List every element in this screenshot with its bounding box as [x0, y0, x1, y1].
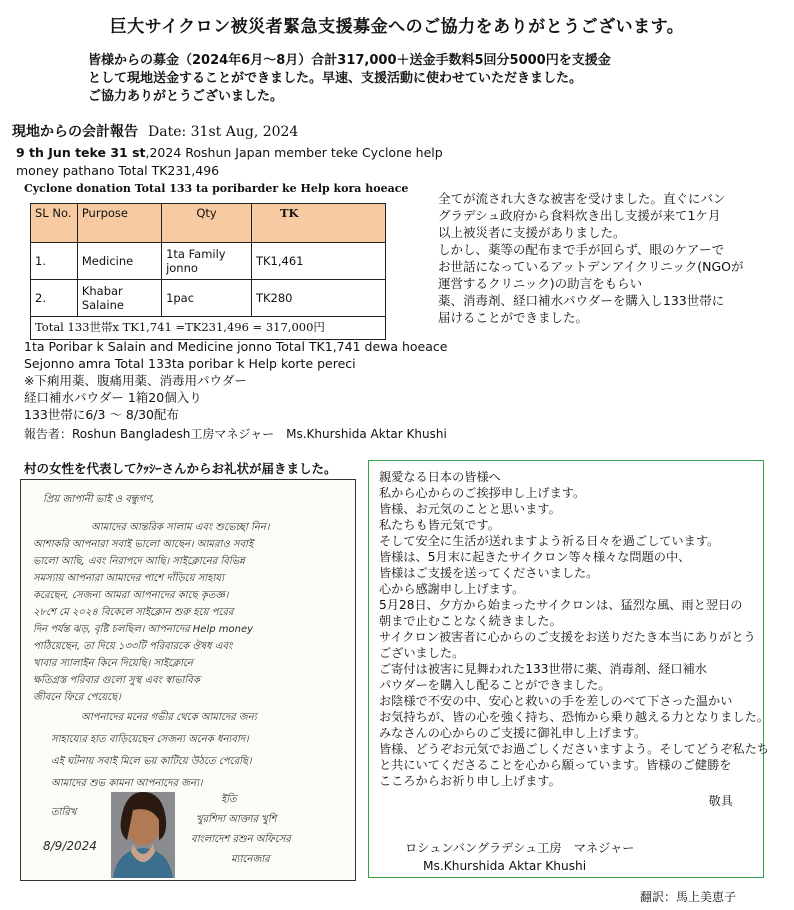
table-header-row: [31, 204, 386, 243]
note-line: ※下痢用薬、腹痛用薬、消毒用パウダー: [24, 373, 247, 388]
letter-body-line: আমাদের আন্তরিক সালাম এবং শুভেচ্ছা নিন।: [91, 522, 270, 533]
letter-body-line: এই ঘটনায় সবাই মিলে ভয় কাটিয়ে উঠতে পেরেছি।: [51, 756, 252, 767]
khushi-photo: [111, 792, 175, 878]
letter-body-line: দিন পর্যন্ত ঝড়, বৃষ্টি চলছিল। আপনাদের Help money: [33, 624, 254, 635]
report-period: 9 th Jun teke 31 st: [16, 145, 146, 160]
translation-line: と共にいてくださることを心から願っています。皆様のご健勝を: [379, 758, 732, 772]
paragraph-line: 以上被災者に支援がありました。: [438, 225, 626, 240]
translation-line: 5月28日、夕方から始まったサイクロンは、猛烈な風、雨と翌日の: [379, 598, 743, 612]
letter-body-line: পাঠিয়েছেন, তা দিয়ে ১৩৩টি পরিবারকে ঔষধ এবং: [33, 641, 233, 652]
signature-title: ロシュンバングラデシュ工房 マネジャー: [405, 841, 635, 855]
header-qty: Qty: [162, 204, 252, 243]
translation-line: そして安全に生活が送れますよう祈る日々を過ごしています。: [379, 534, 720, 548]
header-purpose: Purpose: [77, 204, 161, 243]
intro-line: 皆様からの募金（2024年6月～8月）合計317,000＋送金手数料5回分5000円を支援金: [88, 53, 611, 68]
handwritten-letter-image: [20, 479, 356, 881]
translation-line: パウダーを購入し配ることができました。: [379, 678, 611, 692]
table-row: [31, 280, 386, 317]
letter-body-line: ভালো আছি, এবং নিরাপদে আছি। সাইক্লোনের বিভিন্ন: [33, 556, 245, 567]
report-date: Date: 31st Aug, 2024: [148, 124, 299, 140]
paragraph-line: 全てが流され大きな被害を受けました。直ぐにバン: [438, 191, 726, 206]
paragraph-line: 運営するクリニック)の助言をもらい: [438, 276, 643, 291]
report-heading-label: 現地からの会計報告: [12, 124, 138, 140]
translation-line: お陰様で不安の中、安心と救いの手を差しのべて下さった温かい: [379, 694, 733, 708]
header-sl: SL No.: [31, 204, 78, 243]
cell-qty: 1ta Family jonno: [162, 243, 252, 280]
letter-caption: 村の女性を代表してｸｯｼｰさんからお礼状が届きました。: [24, 461, 337, 476]
table-total-row: [31, 317, 386, 340]
translation-signature: [379, 839, 755, 875]
paragraph-line: お世話になっているアットデンアイクリニック(NGOが: [438, 259, 744, 274]
translation-line: 心から感謝申し上げます。: [379, 582, 525, 596]
report-total-sent: money pathano Total TK231,496: [16, 163, 220, 178]
translation-body: [379, 469, 769, 789]
translation-line: 皆様は、5月末に起きたサイクロン等々様々な問題の中、: [379, 550, 691, 564]
letter-body-line: ২৮শে মে ২০২৪ বিকেলে সাইক্লোন শুরু হয়ে পরের: [33, 607, 234, 618]
translation-closing: 敬具: [708, 794, 733, 808]
distribution-notes: [24, 338, 447, 443]
cell-qty: 1pac: [162, 280, 252, 317]
letter-body-line: করেছেন, সেজন্য আমরা আপনাদের কাছে কৃতজ্ঞ।: [33, 590, 229, 601]
note-line: 133世帯に6/3 ～ 8/30配布: [24, 407, 179, 422]
cell-tk: TK280: [251, 280, 385, 317]
intro-paragraph: [88, 52, 708, 106]
report-summary-rest: ,2024 Roshun Japan member teke Cyclone help: [145, 145, 443, 160]
cell-purpose: Khabar Salaine: [77, 280, 161, 317]
letter-signoff: ইতি: [221, 794, 237, 805]
cell-sl: 1.: [31, 243, 78, 280]
letter-signer: খুরশিদা আক্তার খুশি: [196, 814, 277, 825]
cell-tk: TK1,461: [251, 243, 385, 280]
table-total: Total 133世帯x TK1,741 =TK231,496 = 317,000円: [31, 317, 386, 340]
table-caption: Cyclone donation Total 133 ta poribarder ke Help kora hoeace: [24, 182, 409, 195]
table-row: [31, 243, 386, 280]
translation-line: ございました。: [379, 646, 465, 660]
letter-date-label: তারিখ: [51, 807, 77, 818]
translation-line: お気持ちが、皆の心を強く持ち、恐怖から乗り越える力となりました。: [379, 710, 769, 724]
cell-purpose: Medicine: [77, 243, 161, 280]
translation-line: こころからお祈り申し上げます。: [379, 774, 561, 788]
note-line: 経口補水パウダー 1箱20個入り: [24, 390, 202, 405]
letter-body-line: খাবার স্যালাইন কিনে দিয়েছি। সাইক্লোনে: [33, 658, 193, 669]
page-title: 巨大サイクロン被災者緊急支援募金へのご協力をありがとうございます。: [109, 17, 685, 37]
letter-body-line: জীবনে ফিরে পেয়েছে।: [33, 692, 121, 703]
translation-line: 皆様はご支援を送ってくださいました。: [379, 566, 599, 580]
letter-greeting: প্রিয় জাপানী ভাই ও বন্ধুগণ,: [43, 494, 155, 505]
header-tk: TK: [251, 204, 385, 243]
letter-body-line: আপনাদের মনের গভীর থেকে আমাদের জন্য: [81, 712, 257, 723]
letter-body-line: সাহায্যের হাত বাড়িয়েছেন সেজন্য অনেক ধন্যবাদ।: [51, 734, 249, 745]
accounting-table: [30, 203, 386, 340]
intro-line: ご協力ありがとうございました。: [88, 89, 284, 104]
translation-line: みなさんの心からのご支援に御礼申し上げます。: [379, 726, 647, 740]
translation-line: 私から心からのご挨拶申し上げます。: [379, 486, 586, 500]
cell-sl: 2.: [31, 280, 78, 317]
situation-paragraph: [438, 190, 788, 326]
signature-name: Ms.Khurshida Aktar Khushi: [423, 859, 587, 873]
intro-line: として現地送金することができました。早速、支援活動に使わせていただきました。: [88, 71, 583, 86]
letter-body-line: আশাকরি আপনারা সবাই ভালো আছেন। আমরাও সবাই: [33, 539, 254, 550]
translation-line: ご寄付は被害に見舞われた133世帯に薬、消毒剤、経口補水: [379, 662, 707, 676]
paragraph-line: 届けることができました。: [438, 310, 589, 325]
paragraph-line: 薬、消毒剤、経口補水パウダーを購入し133世帯に: [438, 293, 725, 308]
note-line: Sejonno amra Total 133ta poribar k Help korte pereci: [24, 356, 356, 371]
translation-line: 親愛なる日本の皆様へ: [379, 470, 501, 484]
translation-line: 私たちも皆元気です。: [379, 518, 500, 532]
letter-signer-org: বাংলাদেশ রশুন অফিসের: [191, 834, 291, 845]
reporter-line: 報告者：Roshun Bangladesh工房マネジャー Ms.Khurshida Aktar Khushi: [24, 427, 447, 441]
letter-body-line: ক্ষতিগ্রস্ত পরিবার গুলো সুস্থ এবং স্বাভাবিক: [33, 675, 200, 686]
letter-date: 8/9/2024: [43, 839, 97, 853]
letter-body-line: আমাদের শুভ কামনা আপনাদের জন্য।: [51, 778, 203, 789]
letter-signer-role: ম্যানেজার: [231, 854, 270, 865]
report-summary: [16, 144, 443, 180]
paragraph-line: しかし、薬等の配布まで手が回らず、眼のケアーで: [438, 242, 725, 257]
report-heading: [12, 121, 298, 141]
translation-line: 朝まで止むことなく続きました。: [379, 614, 562, 628]
note-line: 1ta Poribar k Salain and Medicine jonno Total TK1,741 dewa hoeace: [24, 339, 448, 354]
translation-line: 皆様、お元気のことと思います。: [379, 502, 561, 516]
translation-line: 皆様、どうぞお元気でお過ごしくださいますよう。そしてどうぞ私たち: [379, 742, 769, 756]
translation-line: サイクロン被害者に心からのご支援をお送りだたき本当にありがとう: [379, 630, 756, 644]
letter-body-line: সমস্যায় আপনারা আমাদের পাশে দাঁড়িয়ে সাহায্য: [33, 573, 224, 584]
paragraph-line: グラデシュ政府から食料炊き出し支援が来て1ケ月: [438, 208, 721, 223]
translator-credit: 翻訳：馬上美恵子: [640, 890, 737, 904]
letter-translation: [368, 460, 769, 878]
letter-svg: [21, 480, 355, 880]
